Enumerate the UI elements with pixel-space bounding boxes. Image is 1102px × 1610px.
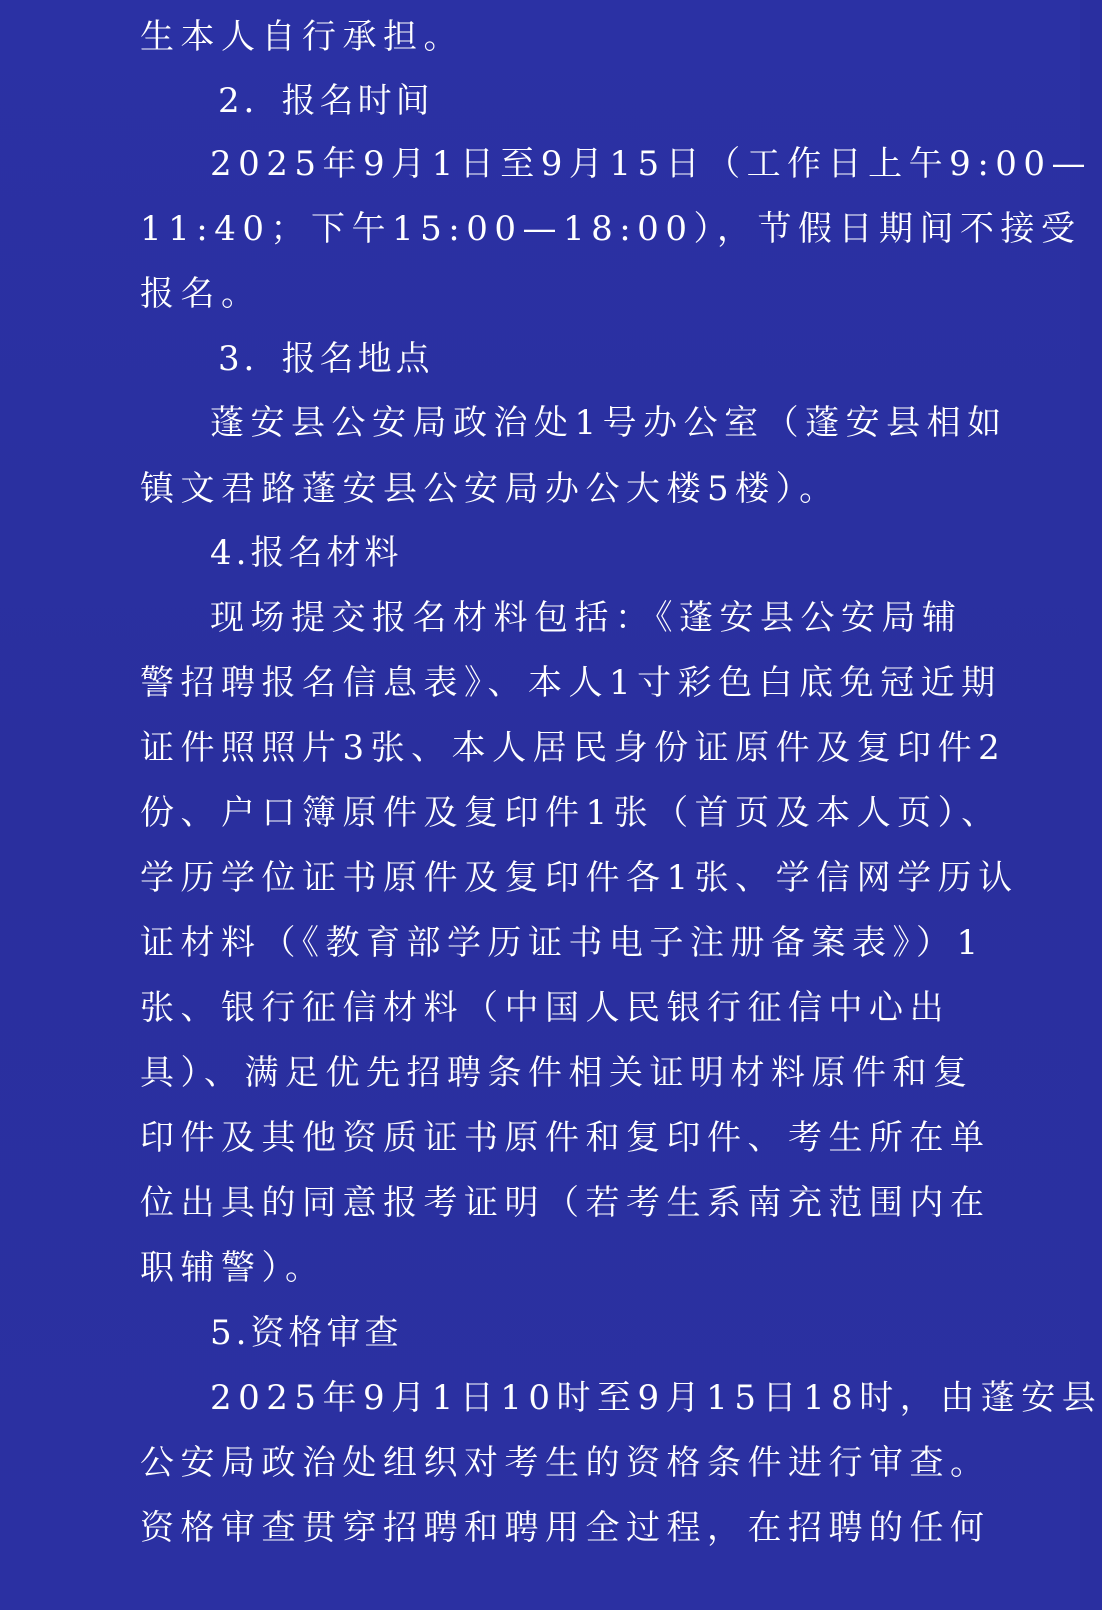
paragraph-line: 印件及其他资质证书原件和复印件、考生所在单 (140, 1118, 991, 1158)
paragraph-line: 镇文君路蓬安县公安局办公大楼5楼）。 (140, 469, 840, 509)
section-heading-registration-materials: 4.报名材料 (210, 533, 403, 573)
paragraph-line: 份、户口簿原件及复印件1张（首页及本人页）、 (140, 793, 1002, 833)
paragraph-line: 现场提交报名材料包括：《蓬安县公安局辅 (210, 598, 963, 638)
paragraph-line: 警招聘报名信息表》、本人1寸彩色白底免冠近期 (140, 663, 1002, 703)
paragraph-line: 蓬安县公安局政治处1号办公室（蓬安县相如 (210, 403, 1008, 443)
paragraph-line: 证材料（《教育部学历证书电子注册备案表》）1 (140, 923, 985, 963)
paragraph-line: 11:40；下午15:00—18:00），节假日期间不接受 (140, 209, 1082, 249)
paragraph-line: 2025年9月1日至9月15日（工作日上午9:00— (210, 144, 1093, 184)
paragraph-line: 报名。 (140, 274, 262, 314)
paragraph-line: 学历学位证书原件及复印件各1张、学信网学历认 (140, 858, 1019, 898)
section-heading-registration-time: 2．报名时间 (218, 81, 434, 121)
section-heading-registration-location: 3．报名地点 (218, 339, 434, 379)
paragraph-line: 张、银行征信材料（中国人民银行征信中心出 (140, 988, 950, 1028)
paragraph-line: 公安局政治处组织对考生的资格条件进行审查。 (140, 1443, 991, 1483)
paragraph-line: 资格审查贯穿招聘和聘用全过程，在招聘的任何 (140, 1508, 991, 1548)
paragraph-line: 具）、满足优先招聘条件相关证明材料原件和复 (140, 1053, 974, 1093)
paragraph-line: 2025年9月1日10时至9月15日18时，由蓬安县 (210, 1378, 1102, 1418)
section-heading-qualification-review: 5.资格审查 (210, 1313, 403, 1353)
text-line: 生本人自行承担。 (140, 17, 464, 57)
paragraph-line: 职辅警）。 (140, 1248, 326, 1288)
paragraph-line: 位出具的同意报考证明（若考生系南充范围内在 (140, 1183, 991, 1223)
paragraph-line: 证件照照片3张、本人居民身份证原件及复印件2 (140, 728, 1007, 768)
